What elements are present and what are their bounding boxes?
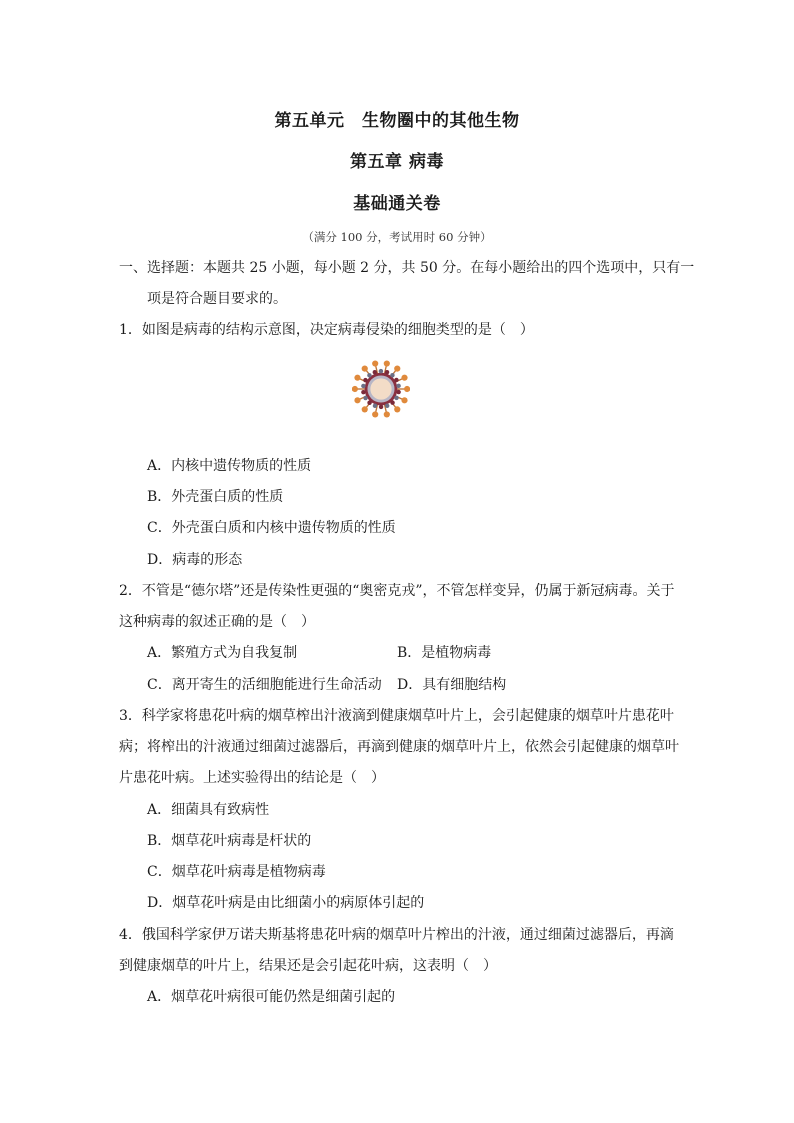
virus-capsomere [379,405,383,409]
virus-capsomere [390,373,394,377]
question-2-stem: 2．不管是“德尔塔”还是传染性更强的“奥密克戎”，不管怎样变异，仍属于新冠病毒。关于 [119,583,675,599]
exam-info: （满分 100 分，考试用时 60 分钟） [302,230,492,244]
virus-capsomere [361,384,365,388]
virus-capsomere [363,396,367,400]
virus-capsomere [373,370,377,374]
virus-capsomere [396,384,400,388]
question-3-stem-cont2: 片患花叶病。上述实验得出的结论是（ ） [119,770,385,786]
q3-option-b: B．烟草花叶病毒是杆状的 [147,833,312,849]
virus-capsomere [396,390,400,394]
virus-capsomere [361,390,365,394]
question-3-stem: 3．科学家将患花叶病的烟草榨出汁液滴到健康烟草叶片上，会引起健康的烟草叶片患花叶 [119,708,674,724]
question-4-stem-cont: 到健康烟草的叶片上，结果还是会引起花叶病，这表明（ ） [119,958,497,974]
section-instruction-cont: 项是符合题目要求的。 [147,291,287,307]
question-4-stem: 4．俄国科学家伊万诺夫斯基将患花叶病的烟草叶片榨出的汁液，通过细菌过滤器后，再滴 [119,927,674,943]
paper-title: 基础通关卷 [353,194,441,214]
question-3-stem-cont: 病；将榨出的汁液通过细菌过滤器后，再滴到健康的烟草叶片上，依然会引起健康的烟草叶 [119,739,679,755]
q3-option-a: A．细菌具有致病性 [147,802,270,818]
q2-option-a: A．繁殖方式为自我复制 [147,645,298,661]
virus-spike-head [372,360,378,366]
virus-spike-head [354,375,360,381]
q1-option-a: A．内核中遗传物质的性质 [147,458,312,474]
virus-capsomere [390,400,394,404]
virus-capsomere [394,396,398,400]
virus-spike-head [384,360,390,366]
virus-spike-head [362,366,368,372]
virus-capsomere [385,370,389,374]
q3-option-c: C．烟草花叶病毒是植物病毒 [147,864,326,880]
virus-spike-head [401,397,407,403]
q3-option-d: D．烟草花叶病是由比细菌小的病原体引起的 [147,895,425,911]
virus-spike-head [384,411,390,417]
virus-structure-icon [352,354,410,424]
q4-option-a: A．烟草花叶病很可能仍然是细菌引起的 [147,989,396,1005]
virus-spike-head [401,375,407,381]
virus-capsomere [367,373,371,377]
virus-capsomere [373,404,377,408]
q2-option-b: B．是植物病毒 [397,645,492,661]
virus-capsomere [379,369,383,373]
virus-capsomere [363,378,367,382]
virus-spike-head [362,406,368,412]
q2-option-d: D．具有细胞结构 [397,677,507,693]
q1-option-b: B．外壳蛋白质的性质 [147,489,284,505]
virus-capsomere [394,378,398,382]
virus-spike-head [372,411,378,417]
virus-spike-head [394,406,400,412]
virus-spike-head [394,366,400,372]
virus-spike-head [354,397,360,403]
virus-spike-head [352,386,358,392]
virus-capsomere [385,404,389,408]
question-2-stem-cont: 这种病毒的叙述正确的是（ ） [119,614,315,630]
q1-option-c: C．外壳蛋白质和内核中遗传物质的性质 [147,520,396,536]
section-instruction: 一、选择题：本题共 25 小题，每小题 2 分，共 50 分。在每小题给出的四个选项中，只有一 [119,260,695,276]
q2-option-c: C．离开寄生的活细胞能进行生命活动 [147,677,382,693]
q1-option-d: D．病毒的形态 [147,552,243,568]
chapter-title: 第五章 病毒 [350,152,444,172]
unit-title: 第五单元 生物圈中的其他生物 [274,111,520,131]
virus-spike-head [404,386,410,392]
question-1-stem: 1．如图是病毒的结构示意图，决定病毒侵染的细胞类型的是（ ） [119,322,534,338]
virus-capsomere [367,401,371,405]
